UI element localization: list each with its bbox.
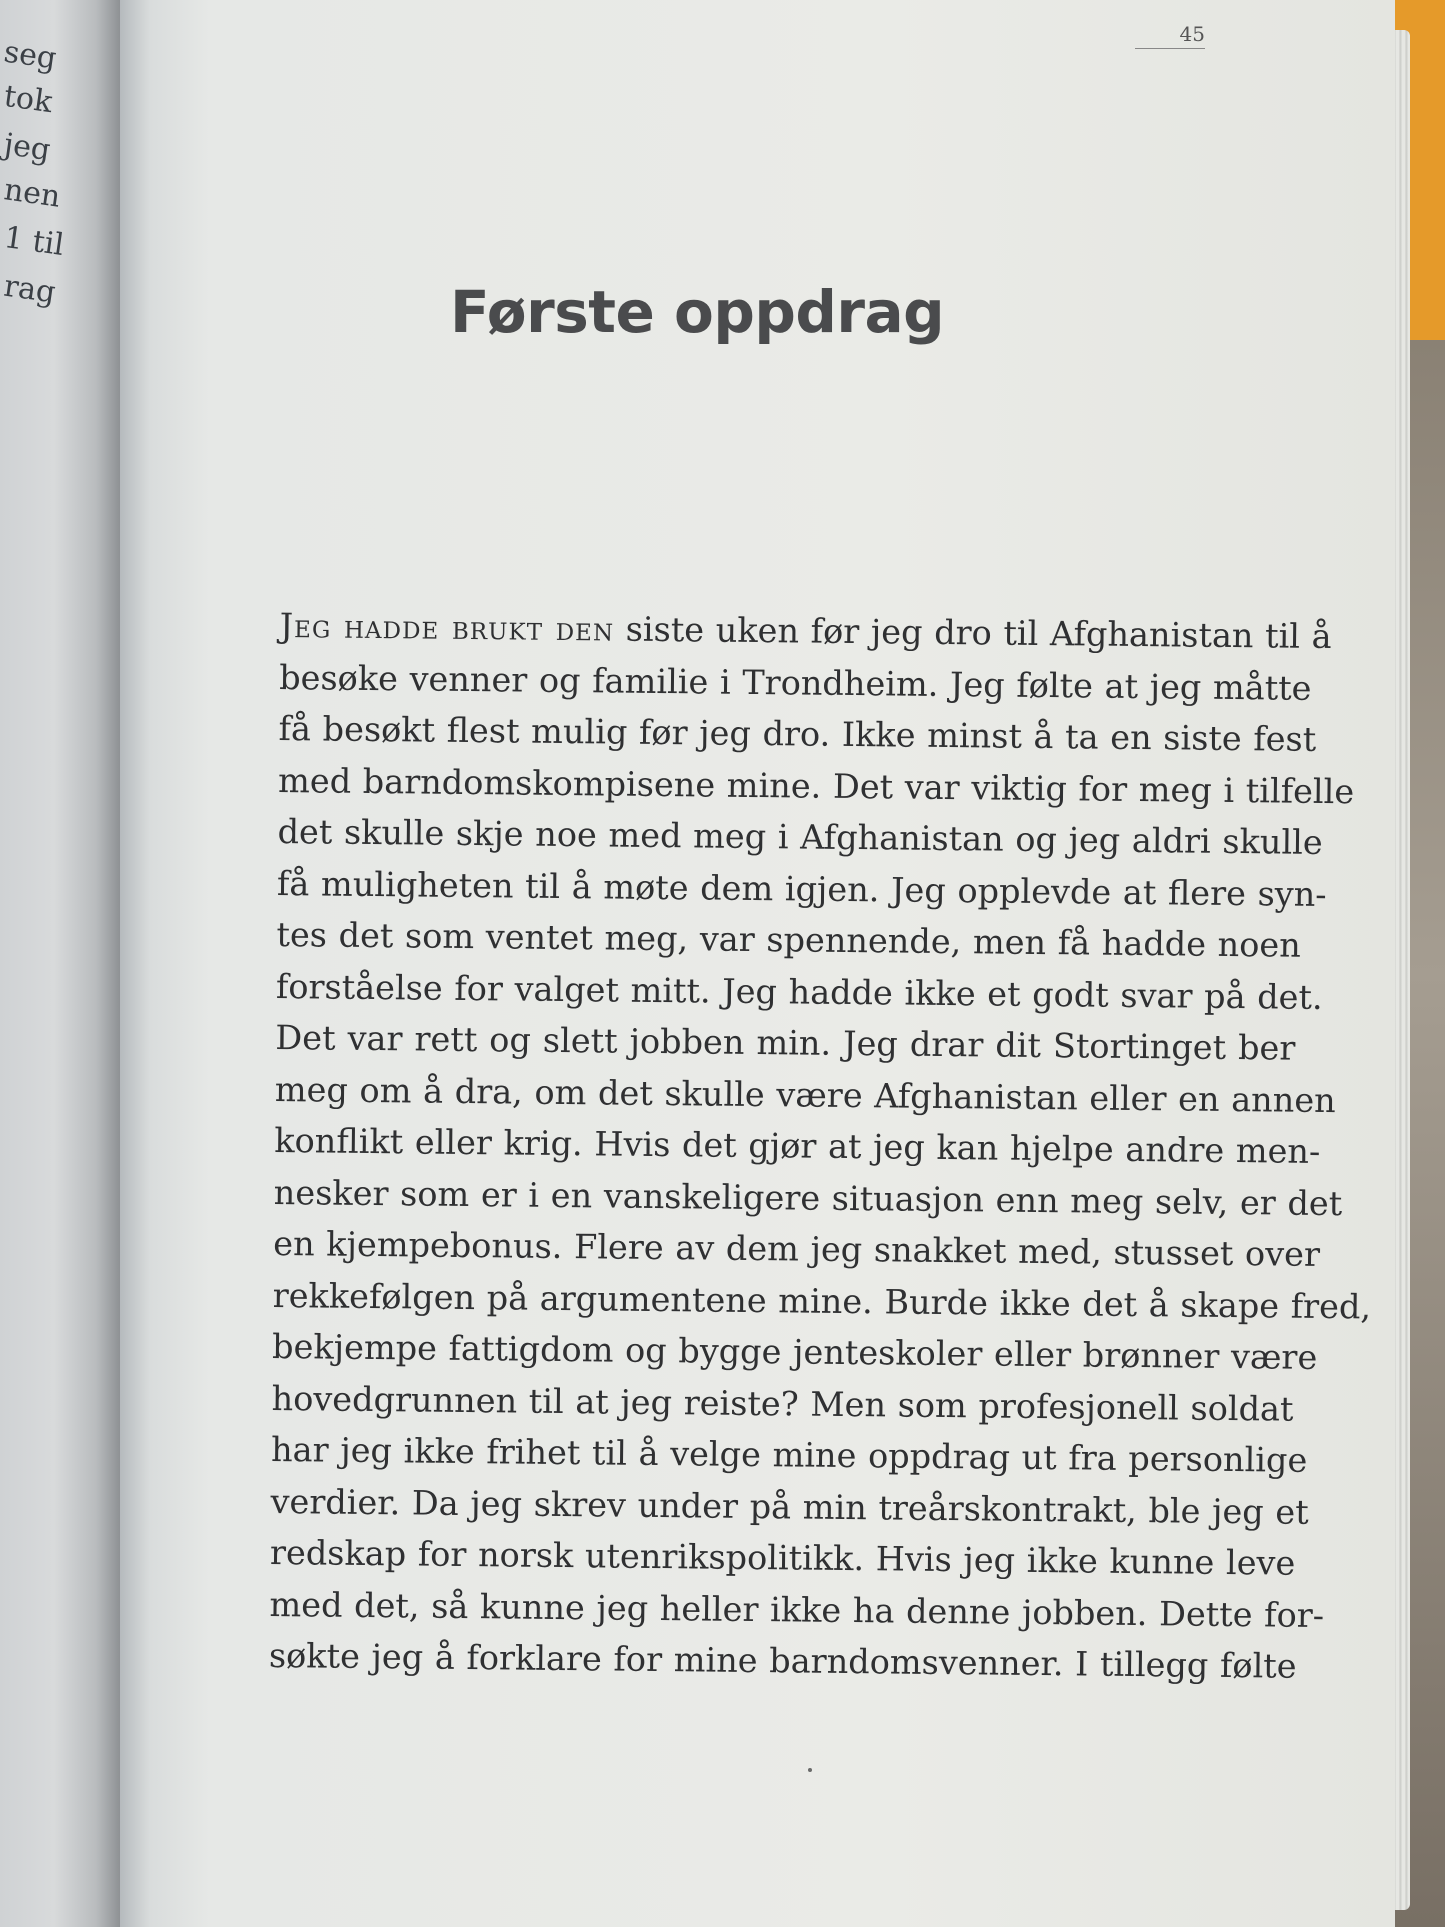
text-line: det skulle skje noe med meg i Afghanistan og jeg aldri skulle [277, 811, 1323, 862]
text-line: har jeg ikke frihet til å velge mine oppdrag ut fra personlige [270, 1429, 1308, 1480]
text-line: meg om å dra, om det skulle være Afghanistan eller en annen [274, 1069, 1336, 1120]
chapter-title: Første oppdrag [450, 278, 945, 346]
book-page [120, 0, 1395, 1927]
text-line: bekjempe fattigdom og bygge jenteskoler eller brønner være [271, 1326, 1318, 1377]
body-text [268, 600, 1372, 1692]
previous-page-edge [0, 0, 120, 1927]
left-page-fragment: 1 til [1, 220, 67, 263]
text-line: verdier. Da jeg skrev under på min treårskontrakt, ble jeg et [270, 1481, 1309, 1532]
text-line: få muligheten til å møte dem igjen. Jeg opplevde at flere syn- [276, 863, 1327, 914]
left-page-fragment: tok [1, 78, 55, 121]
text-line-content: siste uken før jeg dro til Afghanistan til å [613, 609, 1332, 657]
text-line: besøke venner og familie i Trondheim. Jeg følte at jeg måtte [278, 657, 1312, 708]
text-line: med barndomskompisene mine. Det var viktig for meg i tilfelle [277, 760, 1355, 811]
text-line: tes det som ventet meg, var spennende, men få hadde noen [276, 914, 1302, 965]
text-line: søkte jeg å forklare for mine barndomsvenner. I tillegg følte [268, 1635, 1297, 1686]
text-line: forståelse for valget mitt. Jeg hadde ikke et godt svar på det. [275, 966, 1323, 1017]
text-line: hovedgrunnen til at jeg reiste? Men som profesjonell soldat [271, 1378, 1294, 1429]
left-page-fragment: nen [1, 172, 63, 215]
paper-speck [808, 1768, 812, 1772]
left-page-fragment: seg [1, 34, 59, 77]
opening-small-caps: Jeg hadde brukt den [279, 605, 615, 649]
text-line: redskap for norsk utenrikspolitikk. Hvis jeg ikke kunne leve [269, 1532, 1296, 1583]
text-line: en kjempebonus. Flere av dem jeg snakket med, stusset over [273, 1223, 1321, 1274]
text-line: konflikt eller krig. Hvis det gjør at jeg kan hjelpe andre men- [274, 1120, 1321, 1171]
text-line: rekkefølgen på argumentene mine. Burde ikke det å skape fred, [272, 1275, 1372, 1326]
left-page-fragment: rag [1, 268, 58, 311]
page-number: 45 [1135, 22, 1205, 49]
left-page-fragment: jeg [1, 126, 53, 169]
text-line: med det, så kunne jeg heller ikke ha denne jobben. Dette for- [269, 1584, 1325, 1635]
text-line: Det var rett og slett jobben min. Jeg drar dit Stortinget ber [275, 1017, 1296, 1068]
text-line: nesker som er i en vanskeligere situasjon enn meg selv, er det [273, 1172, 1343, 1223]
text-line: få besøkt flest mulig før jeg dro. Ikke minst å ta en siste fest [278, 708, 1317, 759]
